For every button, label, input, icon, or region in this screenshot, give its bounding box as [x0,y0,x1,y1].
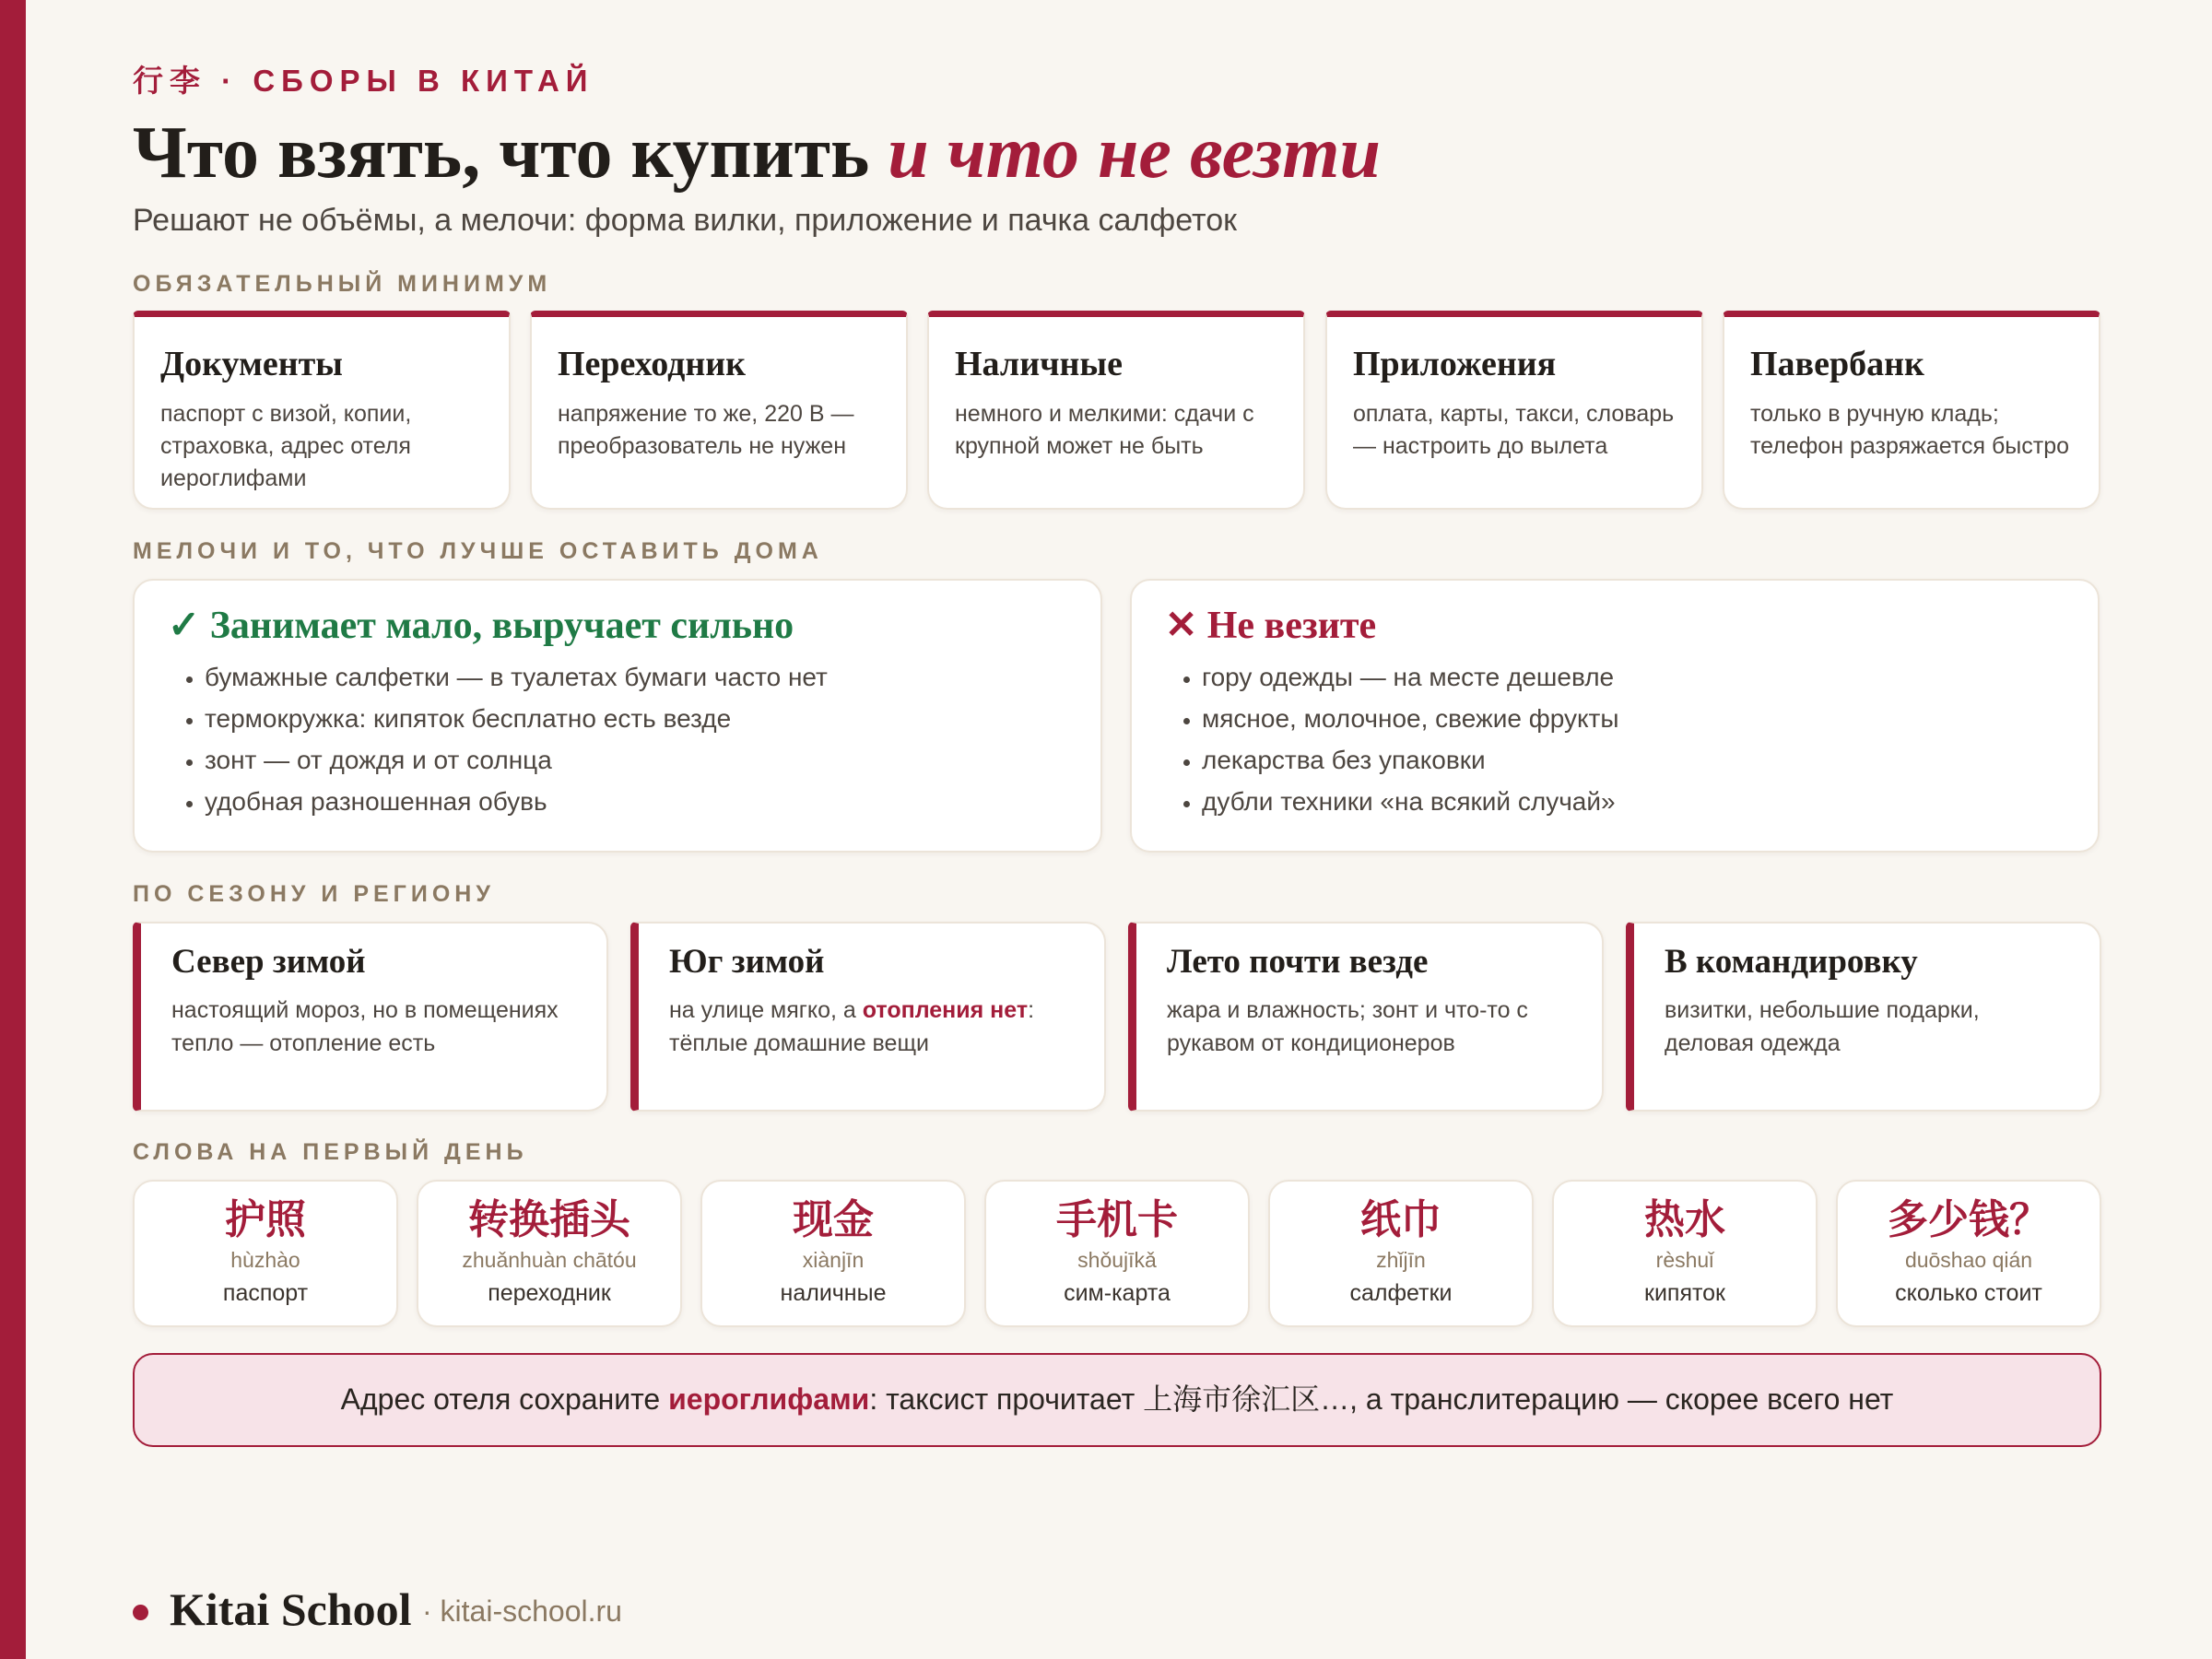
season-card-south-winter [630,922,1106,1112]
dont-card [1130,579,2100,853]
word-card [417,1180,682,1327]
word-pinyin: shǒujīkǎ [1077,1248,1157,1272]
word-translation: салфетки [1349,1280,1453,1306]
word-hanzi: 护照 [225,1196,306,1243]
word-pinyin: xiànjīn [802,1248,865,1272]
brand-name: Kitai School [170,1583,412,1635]
season-card-north-winter [133,922,608,1112]
word-hanzi: 热水 [1644,1196,1725,1243]
hotel-address-note [133,1353,2101,1447]
page-title [133,109,1381,197]
word-translation: паспорт [222,1280,309,1306]
note-highlight: иероглифами [668,1382,870,1416]
kicker: 行李 · СБОРЫ В КИТАЙ [133,64,594,98]
list-item: • удобная разношенная обувь [205,781,1064,822]
season-card-title: Юг зимой [669,943,825,981]
season-card-title: Север зимой [171,943,366,981]
season-text-highlight: отопления нет [862,997,1029,1023]
season-card-text [669,994,1075,1060]
season-card-title: Лето почти везде [1167,943,1429,981]
pack-list [171,656,1064,822]
word-card [1552,1180,1818,1327]
list-item: • дубли техники «на всякий случай» [1202,781,2061,822]
pack-card-title [168,601,1064,651]
site-link[interactable]: · kitai-school.ru [422,1594,622,1628]
cross-icon: ✕ [1165,605,1198,647]
word-hanzi: 现金 [793,1196,874,1243]
title-accent: и что не везти [888,112,1382,194]
title-main: Что взять, что купить [133,112,888,194]
season-card-text: жара и влажность; зонт и что-то с рукавом от кондиционеров [1167,997,1528,1056]
word-card [1836,1180,2101,1327]
word-hanzi: 转换插头 [468,1196,630,1243]
word-hanzi: 手机卡 [1056,1196,1178,1243]
minimum-card-apps [1325,311,1703,510]
minimum-card-text: паспорт с визой, копии, страховка, адрес отеля иероглифами [160,401,412,491]
minimum-card-title: Переходник [558,345,747,383]
brand-dot-icon [133,1605,148,1620]
minimum-card-cash [927,311,1305,510]
minimum-card-text: оплата, карты, такси, словарь — настроить до вылета [1353,401,1675,459]
word-pinyin: hùzhào [230,1248,300,1272]
section-label-minimum: ОБЯЗАТЕЛЬНЫЙ МИНИМУМ [133,271,552,297]
word-hanzi: 纸巾 [1360,1196,1441,1243]
pack-card-title-text: Занимает мало, выручает сильно [209,605,794,647]
word-card [700,1180,966,1327]
dont-card-title-text: Не везите [1206,605,1377,647]
season-text-part: : тёплые домашние вещи [669,997,1035,1056]
word-pinyin: zhuǎnhuàn chātóu [462,1248,637,1272]
word-translation: сим-карта [1064,1280,1171,1306]
minimum-card-title: Документы [160,345,343,383]
season-card-title: В командировку [1665,943,1918,981]
season-card-text: настоящий мороз, но в помещениях тепло — отопление есть [171,997,559,1056]
word-translation: наличные [780,1280,887,1306]
minimum-card-title: Приложения [1353,345,1557,383]
word-translation: сколько стоит [1895,1280,2042,1306]
minimum-card-adapter [530,311,908,510]
minimum-card-powerbank [1723,311,2100,510]
left-accent-bar [0,0,26,1659]
section-label-season: ПО СЕЗОНУ И РЕГИОНУ [133,881,495,907]
dont-card-title [1165,601,2061,651]
dont-list [1169,656,2061,822]
word-pinyin: zhǐjīn [1376,1248,1426,1272]
season-card-business-trip [1626,922,2101,1112]
check-icon: ✓ [168,605,201,647]
word-card [133,1180,398,1327]
word-pinyin: rèshuǐ [1655,1248,1714,1272]
word-translation: кипяток [1644,1280,1725,1306]
word-card [984,1180,1250,1327]
word-translation: переходник [488,1280,611,1306]
list-item: • лекарства без упаковки [1202,739,2061,781]
minimum-card-text: напряжение то же, 220 В — преобразователь не нужен [558,401,854,459]
section-label-words: СЛОВА НА ПЕРВЫЙ ДЕНЬ [133,1139,528,1165]
list-item: • бумажные салфетки — в туалетах бумаги часто нет [205,656,1064,698]
pack-card [133,579,1102,853]
list-item: • термокружка: кипяток бесплатно есть везде [205,698,1064,739]
word-pinyin: duōshao qián [1904,1248,2033,1272]
list-item: • зонт — от дождя и от солнца [205,739,1064,781]
word-hanzi: 多少钱？ [1888,1196,2050,1243]
minimum-card-title: Наличные [955,345,1123,383]
minimum-card-text: немного и мелкими: сдачи с крупной может не быть [955,401,1254,459]
list-item: • гору одежды — на месте дешевле [1202,656,2061,698]
season-card-text: визитки, небольшие подарки, деловая одежда [1665,997,1980,1056]
word-card [1268,1180,1534,1327]
section-label-small-things: МЕЛОЧИ И ТО, ЧТО ЛУЧШЕ ОСТАВИТЬ ДОМА [133,538,823,564]
minimum-card-documents [133,311,511,510]
list-item: • мясное, молочное, свежие фрукты [1202,698,2061,739]
season-card-summer [1128,922,1604,1112]
minimum-card-text: только в ручную кладь; телефон разряжается быстро [1750,401,2070,459]
note-text: : таксист прочитает 上海市徐汇区…, а транслитерацию — скорее всего нет [869,1382,1894,1416]
minimum-card-title: Павербанк [1750,345,1924,383]
subtitle: Решают не объёмы, а мелочи: форма вилки, приложение и пачка салфеток [133,203,1237,238]
season-text-part: на улице мягко, а [669,997,863,1023]
note-text: Адрес отеля сохраните [340,1382,669,1416]
